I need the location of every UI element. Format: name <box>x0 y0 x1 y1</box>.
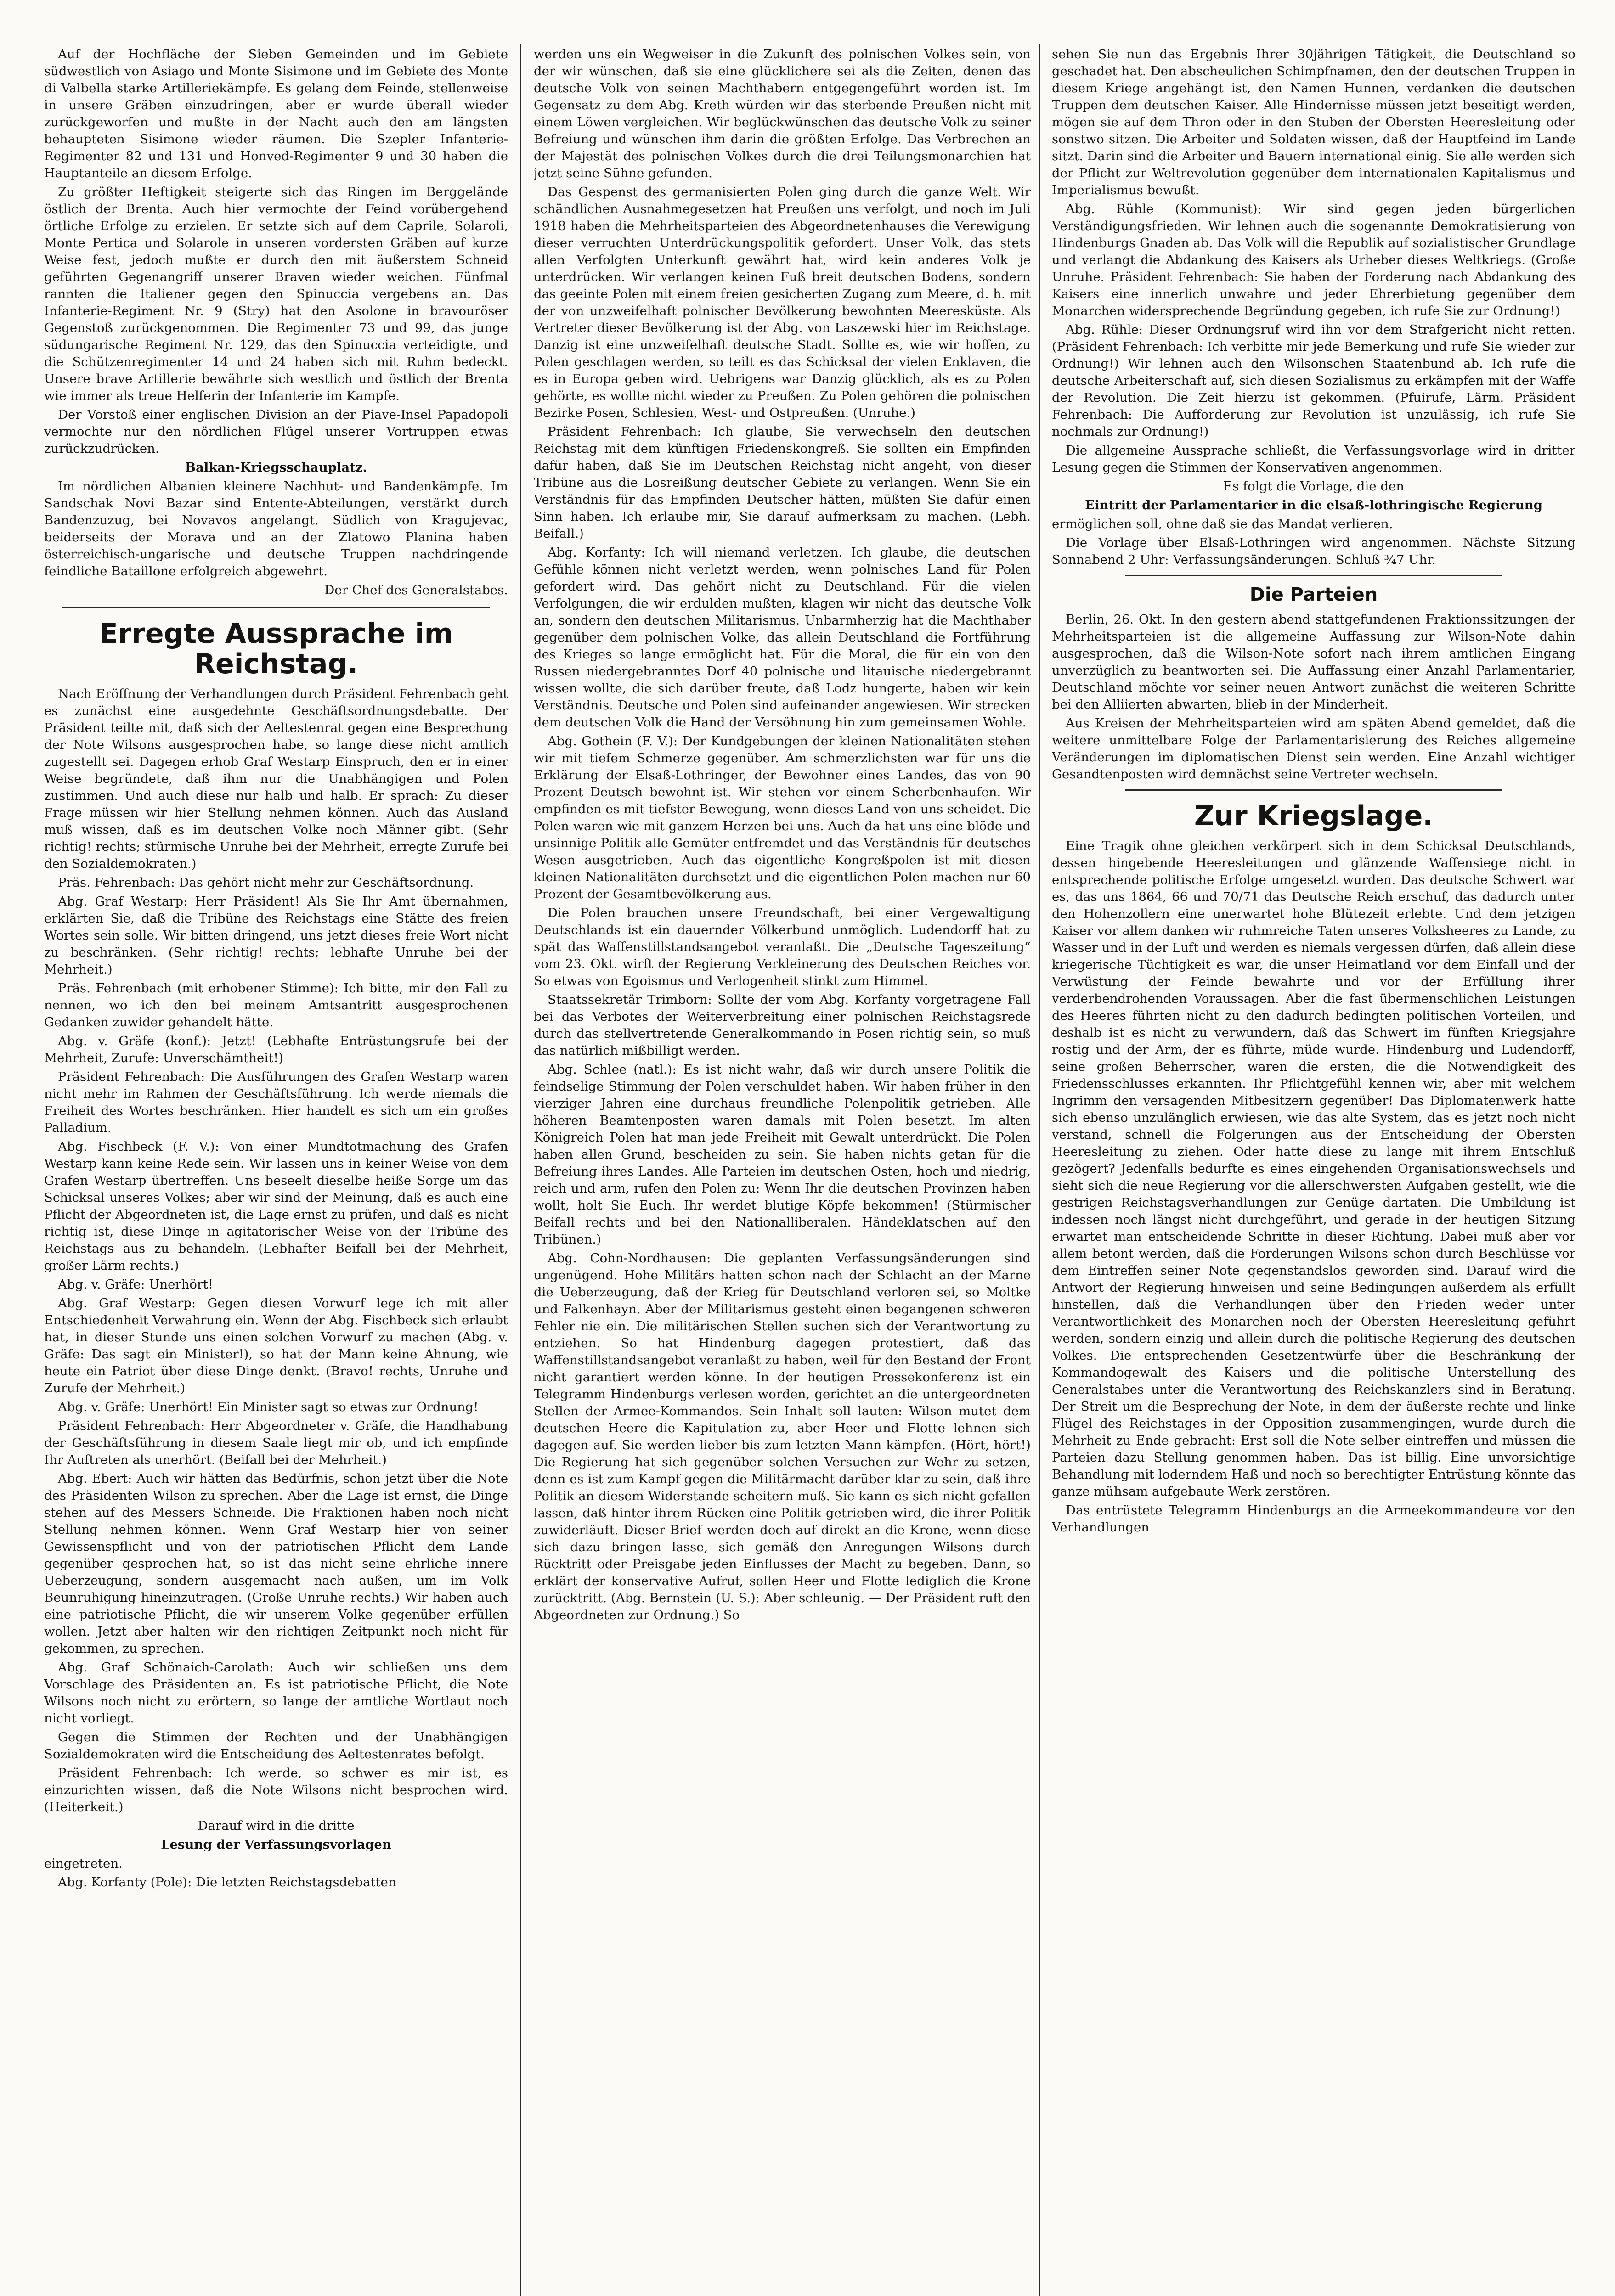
signature: Der Chef des Generalstabes. <box>324 583 508 597</box>
paragraph: Abg. Schlee (natl.): Es ist nicht wahr, daß wir durch unsere Politik die feindselige Stimmung der Polen verschuldet haben. Wir haben früher in den vierziger Jahren eine durchaus freundliche Polenpolitik getrieben. Alle höheren Beamtenposten waren damals mit Polen besetzt. Im alten Königreich Polen hat man jede Freiheit mit Gewalt unterdrückt. Die Polen haben allen Grund, bescheiden zu sein. Sie haben nichts getan für die Befreiung ihres Landes. Alle Parteien im deutschen Osten, hoch und niedrig, reich und arm, rufen den Polen zu: Wenn Ihr die deutschen Provinzen haben wollt, holt Sie Euch. Ihr werdet blutige Köpfe bekommen! (Stürmischer Beifall rechts und bei den Nationalliberalen. Händeklatschen auf den Tribünen.) <box>534 1062 1031 1247</box>
paragraph: Staatssekretär Trimborn: Sollte der vom Abg. Korfanty vorgetragene Fall bei das Verbotes der Weiterverbreitung einer polnischen Reichstagsrede durch das stellvertretende Generalkommando in Posen richtig sein, so muß das natürlich mißbilligt werden. <box>534 992 1031 1058</box>
paragraph: Zu größter Heftigkeit steigerte sich das Ringen im Berggelände östlich der Brenta. Auch hier vermochte der Feind vorübergehend örtliche Erfolge zu erzielen. Er setzte sich auf dem Caprile, Solaroli, Monte Pertica und Solarole in unseren vordersten Gräben auf kurze Weise fest, jedoch mußte er durch den mit äußerstem Schneid geführten Gegenangriff unserer Braven wieder weichen. Fünfmal rannten die Italiener gegen den Spinuccia vergebens an. Das Infanterie-Regiment Nr. 9 (Stry) hat den Asolone in bravouröser Gegenstoß zurückgenommen. Die Regimenter 73 und 99, das junge südungarische Regiment Nr. 129, das den Spinuccia verteidigte, und die Schützenregimenter 14 und 24 haben sich mit Ruhm bedeckt. Unsere brave Artillerie bewährte sich westlich und östlich der Brenta wie immer als treue Helferin der Infanterie im Kampfe. <box>44 185 508 403</box>
paragraph: Aus Kreisen der Mehrheitsparteien wird am späten Abend gemeldet, daß die weitere unmittelbare Folge der Parlamentarisierung des Reiches allgemeine Veränderungen im diplomatischen Dienst sein werden. Eine Anzahl wichtiger Gesandtenposten wird demnächst seine Vertreter wechseln. <box>1052 716 1575 782</box>
section-divider <box>62 607 490 608</box>
paragraph: Die allgemeine Aussprache schließt, die Verfassungsvorlage wird in dritter Lesung gegen die Stimmen der Konservativen angenommen. <box>1052 443 1575 475</box>
paragraph: Auf der Hochfläche der Sieben Gemeinden und im Gebiete südwestlich von Asiago und Monte Sisimone und im Gebiete des Monte di Valbella starke Artilleriekämpfe. Es gelang dem Feinde, stellenweise in unsere Gräben einzudringen, aber er wurde überall wieder zurückgeworfen und mußte in der Nacht auch den am längsten behaupteten Sisimone wieder räumen. Die Szepler Infanterie-Regimenter 82 und 131 und Honved-Regimenter 9 und 30 haben die Hauptanteile an diesem Erfolge. <box>44 47 508 180</box>
paragraph: Die Vorlage über Elsaß-Lothringen wird angenommen. Nächste Sitzung Sonnabend 2 Uhr: Verfassungsänderungen. Schluß ¾7 Uhr. <box>1052 535 1575 567</box>
paragraph: Abg. Ebert: Auch wir hätten das Bedürfnis, schon jetzt über die Note des Präsidenten Wilson zu sprechen. Aber die Lage ist ernst, die Dinge stehen auf des Messers Schneide. Die Fraktionen haben noch nicht Stellung nehmen können. Wenn Graf Westarp hier von seiner Gewissenspflicht und von der patriotischen Pflicht dem Lande gegenüber gesprochen hat, so ist das nicht seine ehrliche innere Ueberzeugung, sondern ausgemacht nach außen, um im Volk Beunruhigung hineinzutragen. (Große Unruhe rechts.) Wir haben auch eine patriotische Pflicht, die wir unserem Volke gegenüber erfüllen wollen. Jetzt aber halten wir den richtigen Zeitpunkt noch nicht für gekommen, zu sprechen. <box>44 1471 508 1656</box>
paragraph: Abg. Graf Westarp: Gegen diesen Vorwurf lege ich mit aller Entschiedenheit Verwahrung ein. Wenn der Abg. Fischbeck sich erlaubt hat, in dieser Stunde uns einen solchen Vorwurf zu machen (Abg. v. Gräfe: Das sagt ein Minister!), so hat der Mann keine Ahnung, wie heute ein Patriot über diese Dinge denkt. (Bravo! rechts, Unruhe und Zurufe der Mehrheit.) <box>44 1296 508 1396</box>
paragraph: Die Polen brauchen unsere Freundschaft, bei einer Vergewaltigung Deutschlands ist ein dauernder Völkerbund unmöglich. Ludendorff hat zu spät das Waffenstillstandsangebot veranlaßt. Die „Deutsche Tageszeitung“ vom 23. Okt. wirft der Regierung Verkleinerung des Deutschen Reiches vor. So etwas von Egoismus und Verlogenheit stinkt zum Himmel. <box>534 906 1031 988</box>
subheading: Lesung der Verfassungsvorlagen <box>161 1837 391 1852</box>
paragraph: Präsident Fehrenbach: Ich werde, so schwer es mir ist, es einzurichten wissen, daß die Note Wilsons nicht besprochen wird. (Heiterkeit.) <box>44 1766 508 1814</box>
column-middle <box>534 46 1031 2296</box>
paragraph: Abg. v. Gräfe: Unerhört! Ein Minister sagt so etwas zur Ordnung! <box>58 1400 479 1414</box>
paragraph: Abg. Fischbeck (F. V.): Von einer Mundtotmachung des Grafen Westarp kann keine Rede sein. Wir lassen uns in keiner Weise von dem Grafen Westarp übertreffen. Uns beseelt dieselbe heiße Sorge um das Schicksal unseres Volkes; aber wir sind der Meinung, daß es auch eine Pflicht der Abgeordneten ist, die Lage ernst zu prüfen, und daß es nicht richtig ist, diese Dinge in agitatorischer Weise von der Tribüne des Reichstags aus zu behandeln. (Lebhafter Beifall bei der Mehrheit, großer Lärm rechts.) <box>44 1139 508 1273</box>
paragraph: Eine Tragik ohne gleichen verkörpert sich in dem Schicksal Deutschlands, dessen hingebende Heeresleitungen und glänzende Waffensiege nicht in entsprechende politische Erfolge umgesetzt wurden. Das deutsche Schwert war es, das uns 1864, 66 und 70/71 das Deutsche Reich erschuf, das dadurch unter den Hohenzollern eine unerwartet hohe Blütezeit erlebte. Und dem jetzigen Kaiser vor allem danken wir ruhmreiche Taten unseres Volksheeres zu Lande, zu Wasser und in der Luft und werden es niemals vergessen dürfen, daß allein diese kriegerische Tüchtigkeit es war, die unser Heimatland vor dem Einfall und der Verwüstung der Feinde bewahrte und vor der Erfüllung ihrer verderbendrohenden Voraussagen. Aber die fast übermenschlichen Leistungen des Heeres führten nicht zu den dadurch bedingten politischen Vorteilen, und deshalb ist es nicht zu verwundern, daß das Schwert im fünften Kriegsjahre rostig und der Arm, der es führte, müde wurde. Hindenburg und Ludendorff, seine großen Beherrscher, waren die ersten, die die Notwendigkeit des Friedensschlusses erkannten. Ihr Pflichtgefühl kennen wir, aber mit welchem Ingrimm den versagenden Mitbesitzern gegenüber! Das Diplomatenwerk hatte sich ebenso unzulänglich erwiesen, wie das alte System, das es jetzt noch nicht verstand, schnell die Folgerungen aus der Entscheidung der Obersten Heeresleitung zu ziehen. Oder hatte diese zu lange mit ihrem Entschluß gezögert? Jedenfalls bedurfte es eines eingehenden Organisationswechsels und sieht sich die neue Regierung vor die allerschwersten Aufgaben gestellt, wie die gestrigen Reichstagsverhandlungen zur Genüge dartaten. Die Umbildung ist indessen noch längst nicht durchgeführt, und gerade in der heutigen Sitzung erwartet man entscheidende Schritte in dieser Richtung. Dabei muß aber vor allem betont werden, daß die Forderungen Wilsons schon durch Beschlüsse vor dem Eintreffen seiner Note gegenstandslos geworden sind. Darauf wird die Antwort der Regierung hinweisen und seine Bedingungen außerdem als erfüllt hinstellen, daß die Verhandlungen über den Frieden weder unter Verantwortlichkeit des Monarchen noch der Obersten Heeresleitung geführt werden, sondern einzig und allein durch die politische Regierung des deutschen Volkes. Die entsprechenden Gesetzentwürfe über die Beschränkung der Kommandogewalt des Kaisers und die politische Unterstellung des Generalstabes unter die Verantwortung des Reichskanzlers sind in Beratung. Der Streit um die Besprechung der Note, in dem der äußerste rechte und linke Flügel des Reichstages in der Opposition zusammengingen, wurde durch die Mehrheit zu Ende gebracht: Erst soll die Note selber eintreffen und müssen die Parteien dazu Stellung genommen haben. Das ist billig. Eine unvorsichtige Behandlung mit loderndem Haß und noch so berechtigter Entrüstung könnte das ganze mühsam aufgebaute Werk zerstören. <box>1052 838 1575 1499</box>
paragraph: Darauf wird in die dritte <box>198 1818 355 1833</box>
paragraph: sehen Sie nun das Ergebnis Ihrer 30jährigen Tätigkeit, die Deutschland so geschadet hat. Den abscheulichen Schimpfnamen, den der deutschen Truppen in diesem Kriege angehängt ist, den Namen Hunnen, verdanken die deutschen Truppen dem deutschen Kaiser. Alle Hindernisse müssen jetzt beseitigt werden, mögen sie auf dem Thron oder in den Stuben der Obersten Heeresleitung oder sonstwo sitzen. Die Arbeiter und Soldaten wissen, daß der Hauptfeind im Lande sitzt. Darin sind die Arbeiter und Bauern international einig. Sie alle werden sich der Pflicht zur Weltrevolution gegenüber dem internationalen Kapitalismus und Imperialismus bewußt. <box>1052 47 1575 197</box>
article-headline: Erregte Aussprache im Reichstag. <box>99 618 453 680</box>
paragraph: Präs. Fehrenbach (mit erhobener Stimme): Ich bitte, mir den Fall zu nennen, wo ich den bei meinem Amtsantritt ausgesprochenen Gedanken zuwider gehandelt hätte. <box>44 981 508 1030</box>
paragraph: Berlin, 26. Okt. In den gestern abend stattgefundenen Fraktionssitzungen der Mehrheitsparteien ist die allgemeine Auffassung zur Wilson-Note dahin ausgesprochen, daß die Wilson-Note sofort nach ihrem amtlichen Eingang unverzüglich zu beantworten sei. Die Auffassung einer Anzahl Parlamentarier, Deutschland möchte vor seiner neuen Antwort zunächst die weiteren Schritte bei den Alliierten abwarten, blieb in der Minderheit. <box>1052 612 1575 712</box>
paragraph: Abg. Korfanty (Pole): Die letzten Reichstagsdebatten <box>58 1875 396 1890</box>
paragraph: Abg. Gothein (F. V.): Der Kundgebungen der kleinen Nationalitäten stehen wir mit tiefem Schmerze gegenüber. Am schmerzlichsten war für uns die Erklärung der Elsaß-Lothringer, der Bewohner eines Landes, das von 90 Prozent Deutsch bewohnt ist. Wir stehen vor einem Scherbenhaufen. Wir empfinden es mit tiefster Bewegung, wenn dieses Land von uns scheidet. Die Polen waren wie mit ganzem Herzen bei uns. Auch da hat uns eine blöde und unsinnige Politik alle Gemüter entfremdet und das Verständnis für deutsches Wesen ausgetrieben. Auch das eigentliche Kongreßpolen ist mit diesen kleinen Nationalitäten durchsetzt und die eigentlichen Polen machen nur 60 Prozent der Gesamtbevölkerung aus. <box>534 734 1031 901</box>
paragraph: Nach Eröffnung der Verhandlungen durch Präsident Fehrenbach geht es zunächst eine ausgedehnte Geschäftsordnungsdebatte. Der Präsident teilte mit, daß sich der Aeltestenrat gegen eine Besprechung der Note Wilsons ausgesprochen habe, so lange diese nicht amtlich zugestellt sei. Dagegen erhob Graf Westarp Einspruch, den er in einer Weise begründete, daß ihm nur die Unabhängigen und Polen zustimmen. Und auch diese nur halb und halb. Er sprach: Zu dieser Frage müssen wir hier Stellung nehmen können. Auch das Ausland muß wissen, daß es im deutschen Volke noch Männer gibt. (Sehr richtig! rechts; stürmische Unruhe bei der Mehrheit, erregte Zurufe bei den Sozialdemokraten.) <box>44 687 508 871</box>
subheading-balkan: Balkan-Kriegsschauplatz. <box>185 460 367 475</box>
paragraph: Das Gespenst des germanisierten Polen ging durch die ganze Welt. Wir schändlichen Ausnahmegesetzen hat Preußen uns verfolgt, und noch im Juli 1918 haben die Mehrheitsparteien des Abgeordnetenhauses die Verewigung dieser verruchten Unterdrückungspolitik gefordert. Unser Volk, das stets allen Verfolgten Unterkunft gewährt hat, wird kein anderes Volk je unterdrücken. Wir verlangen keinen Fuß breit deutschen Bodens, sondern das geeinte Polen mit einem freien gesicherten Zugang zum Meere, d. h. mit der von unzweifelhaft polnischer Bevölkerung bewohnten Meeresküste. Als Vertreter dieser Bevölkerung ist der Abg. von Laszewski hier im Reichstage. Danzig ist eine unzweifelhaft deutsche Stadt. Sollte es, wie wir hoffen, zu Polen geschlagen werden, so teilt es das Schicksal der vielen Enklaven, die es in Europa geben wird. Uebrigens war Danzig glücklich, als es zu Polen gehörte, es wollte nicht wieder zu Preußen. Zu Polen gehören die polnischen Bezirke Posen, Schlesien, West- und Ostpreußen. (Unruhe.) <box>534 185 1031 420</box>
paragraph: Abg. v. Gräfe: Unerhört! <box>58 1277 214 1292</box>
paragraph: Präsident Fehrenbach: Die Ausführungen des Grafen Westarp waren nicht mehr im Rahmen der Geschäftsführung. Ich werde niemals die Freiheit des Wortes beschränken. Hier handelt es sich um ein großes Palladium. <box>44 1069 508 1135</box>
paragraph: Abg. Graf Schönaich-Carolath: Auch wir schließen uns dem Vorschlage des Präsidenten an. Es ist patriotische Pflicht, die Note Wilsons noch nicht zu erörtern, so lange der amtliche Wortlaut noch nicht vorliegt. <box>44 1660 508 1726</box>
paragraph: Der Vorstoß einer englischen Division an der Piave-Insel Papadopoli vermochte nur den nördlichen Flügel unserer Vortruppen etwas zurückzudrücken. <box>44 407 508 456</box>
paragraph: werden uns ein Wegweiser in die Zukunft des polnischen Volkes sein, von der wir wünschen, daß sie eine glücklichere sei als die Zeiten, denen das deutsche Volk von seinen Machthabern entgegengeführt worden ist. Im Gegensatz zu dem Abg. Kreth würden wir das sterbende Preußen nicht mit einem Löwen vergleichen. Wir beglückwünschen das deutsche Volk zu seiner Befreiung und wünschen ihm darin die größten Erfolge. Das Verbrechen an der Majestät des polnischen Volkes durch die drei Teilungsmonarchien hat jetzt seine Sühne gefunden. <box>534 47 1031 180</box>
article-headline: Zur Kriegslage. <box>1194 800 1434 832</box>
paragraph: ermöglichen soll, ohne daß sie das Mandat verlieren. <box>1052 517 1393 531</box>
paragraph: eingetreten. <box>44 1856 123 1871</box>
subheading: Eintritt der Parlamentarier in die elsaß-lothringische Regierung <box>1085 498 1542 512</box>
column-right <box>1052 46 1575 2296</box>
paragraph: Präsident Fehrenbach: Herr Abgeordneter v. Gräfe, die Handhabung der Geschäftsführung in diesem Saale liegt mir ob, und ich empfinde Ihr Auftreten als unerhört. (Beifall bei der Mehrheit.) <box>44 1418 508 1467</box>
section-divider <box>1125 575 1502 576</box>
article-headline: Die Parteien <box>1249 584 1378 605</box>
paragraph: Präs. Fehrenbach: Das gehört nicht mehr zur Geschäftsordnung. <box>58 875 474 890</box>
section-divider <box>1125 789 1502 791</box>
paragraph: Abg. Cohn-Nordhausen: Die geplanten Verfassungsänderungen sind ungenügend. Hohe Militärs hatten schon nach der Schlacht an der Marne die Ueberzeugung, daß der Krieg für Deutschland verloren sei, so Moltke und Falkenhayn. Aber der Militarismus gesteht einen begangenen schweren Fehler nie ein. Die militärischen Stellen suchen sich der Verantwortung zu entziehen. So hat Hindenburg dagegen protestiert, daß das Waffenstillstandsangebot veranlaßt zu haben, weil für den Bestand der Front nicht garantiert werden könne. In der heutigen Pressekonferenz ist ein Telegramm Hindenburgs verlesen worden, gerichtet an die untergeordneten Stellen der Armee-Kommandos. Sein Inhalt soll lauten: Wilson mutet dem deutschen Heere die Kapitulation zu, aber Heer und Flotte lehnen sich dagegen auf. Sie werden lieber bis zum letzten Mann kämpfen. (Hört, hört!) Die Regierung hat sich gegenüber solchen Versuchen zur Wehr zu setzen, denn es ist zum Kampf gegen die Militärmacht darüber klar zu sein, daß ihre Politik an diesem Widerstande scheitern muß. Sie kann es sich nicht gefallen lassen, daß hinter ihrem Rücken eine Politik getrieben wird, die ihrer Politik zuwiderläuft. Dieser Brief werden doch auf direkt an die Krone, wenn diese sich dazu bringen lasse, sich gemäß den Anregungen Wilsons durch Rücktritt oder Preisgabe jeden Einflusses der Macht zu begeben. Dann, so erklärt der konservative Aufruf, sollen Heer und Flotte lediglich die Krone zurücktritt. (Abg. Bernstein (U. S.): Aber schleunig. — Der Präsident ruft den Abgeordneten zur Ordnung.) So <box>534 1251 1031 1622</box>
paragraph: Abg. Rühle (Kommunist): Wir sind gegen jeden bürgerlichen Verständigungsfrieden. Wir lehnen auch die sogenannte Demokratisierung von Hindenburgs Gnaden ab. Das Volk will die Republik auf sozialistischer Grundlage und verlangt die Abdankung des Kaisers als Urheber dieses Weltkriegs. (Große Unruhe. Präsident Fehrenbach: Sie haben der Forderung nach Abdankung des Kaisers eine innerlich unwahre und jeder Ehrerbietung gegenüber dem Monarchen widersprechende Begründung gegeben, ich rufe Sie zur Ordnung!) <box>1052 202 1575 318</box>
paragraph: Präsident Fehrenbach: Ich glaube, Sie verwechseln den deutschen Reichstag mit dem künftigen Friedenskongreß. Sie sollten ein Empfinden dafür haben, daß Sie im Deutschen Reichstag nicht angeht, von dieser Tribüne aus die Losreißung deutscher Gebiete zu verlangen. Wenn Sie ein Verständnis für das Empfinden Deutscher hätten, müßten Sie dafür einen Sinn haben. Ich erlaube mir, Sie darauf aufmerksam zu machen. (Lebh. Beifall.) <box>534 424 1031 541</box>
paragraph: Es folgt die Vorlage, die den <box>1223 479 1404 494</box>
paragraph: Abg. Graf Westarp: Herr Präsident! Als Sie Ihr Amt übernahmen, erklärten Sie, daß die Tribüne des Reichstags eine Stätte des freien Wortes sein solle. Wir bitten dringend, uns jetzt dieses freie Wort nicht zu beschränken. (Sehr richtig! rechts; lebhafte Unruhe bei der Mehrheit.) <box>44 894 508 977</box>
paragraph: Das entrüstete Telegramm Hindenburgs an die Armeekommandeure vor den Verhandlungen <box>1052 1503 1575 1535</box>
paragraph: Abg. Rühle: Dieser Ordnungsruf wird ihn vor dem Strafgericht nicht retten. (Präsident Fehrenbach: Ich verbitte mir jede Bemerkung und rufe Sie wieder zur Ordnung!) Wir lehnen auch den Wilsonschen Staatenbund ab. Ich rufe die deutsche Arbeiterschaft auf, sich diesen Sozialismus zu erkämpfen mit der Waffe der Revolution. Die Zeit hierzu ist gekommen. (Pfuirufe, Lärm. Präsident Fehrenbach: Die Aufforderung zur Revolution ist unzulässig, ich rufe Sie nochmals zur Ordnung!) <box>1052 322 1575 439</box>
paragraph: Abg. v. Gräfe (konf.): Jetzt! (Lebhafte Entrüstungsrufe bei der Mehrheit, Zurufe: Unverschämtheit!) <box>44 1034 508 1065</box>
column-rule <box>520 44 521 2296</box>
paragraph: Im nördlichen Albanien kleinere Nachhut- und Bandenkämpfe. Im Sandschak Novi Bazar sind Entente-Abteilungen, verstärkt durch Bandenzuzug, bei Novavos angelangt. Südlich von Kragujevac, beiderseits der Morava und an der Zlatowo Planina haben österreichisch-ungarische und deutsche Truppen nachdringende feindliche Bataillone erfolgreich abgewehrt. <box>44 479 508 579</box>
column-left <box>44 46 508 2296</box>
paragraph: Gegen die Stimmen der Rechten und der Unabhängigen Sozialdemokraten wird die Entscheidung des Aeltestenrates befolgt. <box>44 1730 508 1761</box>
column-rule <box>1039 44 1040 2296</box>
paragraph: Abg. Korfanty: Ich will niemand verletzen. Ich glaube, die deutschen Gefühle können nicht verletzt werden, wenn polnisches Land für Polen gefordert wird. Das gehört nicht zu Deutschland. Für die vielen Verfolgungen, die wir erdulden mußten, klagen wir nicht das deutsche Volk an, sondern den deutschen Militarismus. Unbarmherzig hat die Machthaber gegenüber dem polnischen Volke, das allein Deutschland die Fortführung des Krieges so lange ermöglicht hat. Für die Moral, die für ein von den Russen niedergebranntes Dorf 40 polnische und litauische niedergebrannt wissen wollte, die sich darüber freute, daß Lodz hungerte, haben wir kein Verständnis. Deutsche und Polen sind aufeinander angewiesen. Wir strecken dem deutschen Volk die Hand der Versöhnung hin zum gemeinsamen Wohle. <box>534 545 1031 730</box>
